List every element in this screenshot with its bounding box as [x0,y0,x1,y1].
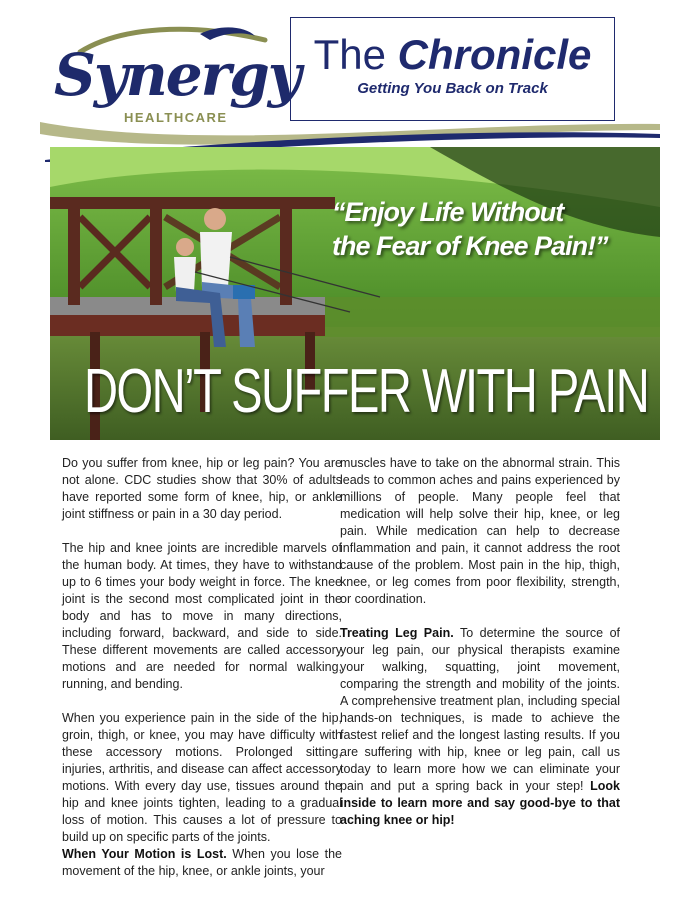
title-plain: The [313,31,398,78]
paragraph: muscles have to take on the abnormal strain. This leads to common aches and pains experienced by millions of people. Many people feel that medication will help solve their hip, knee, or leg pain. While medication can help to decrease inflammation and pain, it cannot address the root cause of the problem. Most pain in the hip, thigh, knee, or leg comes from poor flexibility, strength, or coordination. [340,456,620,606]
masthead-box [290,17,615,121]
logo-subtext: HEALTHCARE [124,110,228,125]
article-column-right [340,455,620,829]
paragraph: The hip and knee joints are incredible marvels of the human body. At times, they have to withstand up to 6 times your body weight in force. The knee joint is the second most complicated joint in the body and has to move in many directions, including forward, backward, and side to side. These different movements are called accessory motions and are needed for normal walking, running, and bending. [62,541,342,691]
logo-wordmark: Synergy [54,41,300,109]
hero-quote [332,195,652,263]
hero-headline: DON’T SUFFER WITH PAIN [84,357,649,426]
hero-quote-line2: the Fear of Knee Pain!” [332,231,608,261]
newsletter-title [291,32,614,78]
paragraph: Do you suffer from knee, hip or leg pain? You are not alone. CDC studies show that 30% of adults have reported some form of knee, hip, or ankle joint stiffness or pain in a 30 day period. [62,456,342,521]
subheading-motion-lost: When Your Motion is Lost. [62,847,227,861]
newsletter-tagline: Getting You Back on Track [357,80,548,98]
paragraph-body: To determine the source of your leg pain, our physical therapists examine your walking, squatting, joint movement, comparing the strength and mobility of the joints. A comprehensive treatment plan, including special hands-on techniques, is made to achieve the fastest relief and the longest lasting results. If you are suffering with hip, knee or leg pain, call us today to learn more how we can eliminate your pain and put a spring back in your step! [340,626,620,793]
hero-image [50,147,660,440]
paragraph: When you experience pain in the side of the hip, groin, thigh, or knee, you may have difficulty with these accessory motions. Prolonged sitting, injuries, arthritis, and disease can affect accessory motions. With every day use, tissues around the hip and knee joints tighten, leading to a gradual loss of motion. This causes a lot of pressure to build up on specific parts of the joints. [62,711,342,844]
paragraph-treating-leg-pain [340,625,620,829]
title-bold: Chronicle [397,31,592,78]
hero-quote-line1: “Enjoy Life Without [332,197,564,227]
article-column-left [62,455,342,880]
paragraph-motion-lost [62,846,342,880]
subheading-treating-leg-pain: Treating Leg Pain. [340,626,454,640]
call-to-action: Look inside to learn more and say good-bye to that aching knee or hip! [340,779,620,827]
paragraph-body: When you lose the movement of the hip, knee, or ankle joints, your [62,847,342,878]
